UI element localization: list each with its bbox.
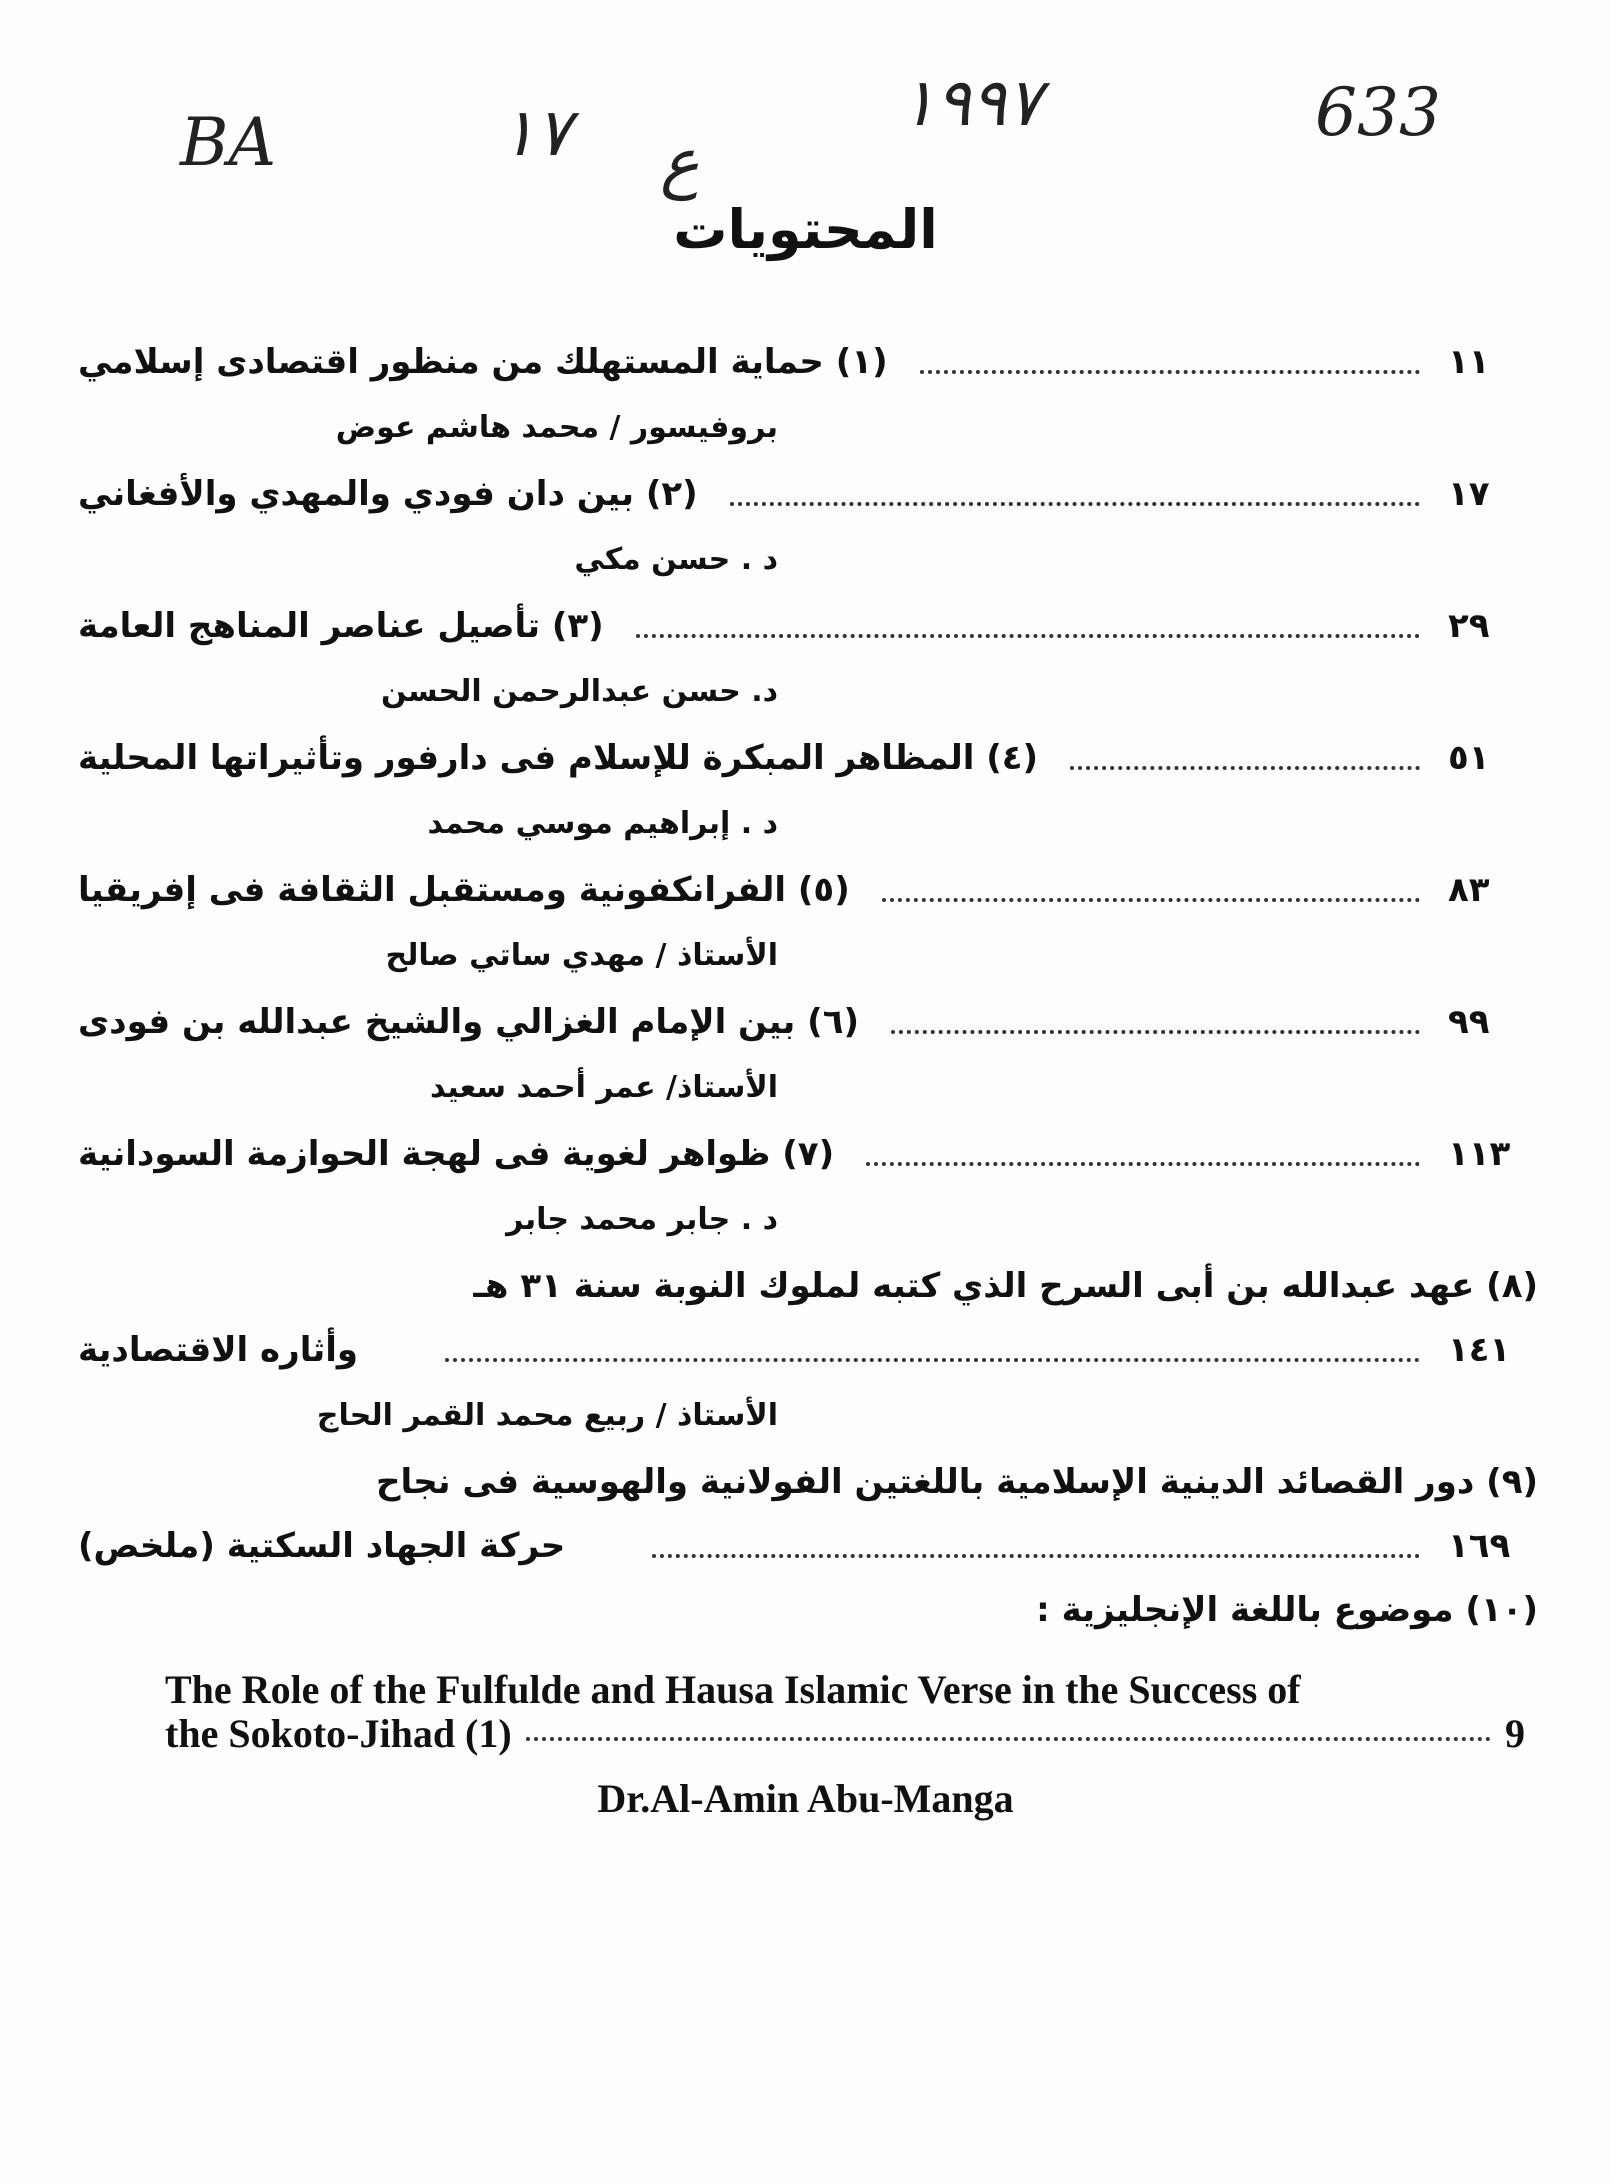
- toc-entry: [78, 1578, 1538, 1642]
- english-entry-title-line2-row: [165, 1712, 1525, 1756]
- handwritten-mark: 633: [1315, 74, 1441, 151]
- toc-page-number: ١١٣: [1448, 1134, 1511, 1174]
- toc-entry-author: د . جابر محمد جابر: [506, 1202, 778, 1237]
- toc-entry-title: (٩) دور القصائد الدينية الإسلامية باللغتين الفولانية والهوسية فى نجاح: [375, 1462, 1538, 1502]
- toc-entry-author: الأستاذ/ عمر أحمد سعيد: [430, 1070, 778, 1105]
- english-entry-author: Dr.Al-Amin Abu-Manga: [597, 1776, 1014, 1821]
- toc-entry: [78, 330, 1538, 394]
- dot-leader: [920, 370, 1420, 374]
- handwritten-mark: ع: [660, 124, 700, 201]
- toc-entry-title: (٣) تأصيل عناصر المناهج العامة: [78, 606, 604, 646]
- toc-entry-author: د . حسن مكي: [574, 542, 778, 577]
- toc-entry: [78, 990, 1538, 1054]
- toc-entry-continuation: [78, 1514, 1538, 1578]
- toc-entry: [78, 726, 1538, 790]
- toc-entry: [78, 462, 1538, 526]
- toc-entry-author: بروفيسور / محمد هاشم عوض: [335, 410, 778, 445]
- toc-page-number: ١٦٩: [1448, 1526, 1511, 1566]
- toc-entry: [78, 1122, 1538, 1186]
- toc-entry-title: حركة الجهاد السكتية (ملخص): [78, 1526, 566, 1566]
- dot-leader: [526, 1737, 1491, 1741]
- dot-leader: [636, 634, 1420, 638]
- toc-entry-title: (٧) ظواهر لغوية فى لهجة الحوازمة السودانية: [78, 1134, 835, 1174]
- toc-entry: [78, 1450, 1538, 1514]
- toc-page-number: ١٤١: [1448, 1330, 1511, 1370]
- toc-entry-author: الأستاذ / مهدي ساتي صالح: [385, 938, 778, 973]
- dot-leader: [1070, 766, 1420, 770]
- toc-entry-author: الأستاذ / ربيع محمد القمر الحاج: [316, 1398, 778, 1433]
- toc-entry-title: (٨) عهد عبدالله بن أبى السرح الذي كتبه لملوك النوبة سنة ٣١ هـ: [473, 1266, 1538, 1306]
- toc-page-number: ١٧: [1448, 474, 1490, 514]
- toc-entry: [78, 858, 1538, 922]
- handwritten-mark: ١٧: [500, 94, 571, 171]
- toc-page-number: ٢٩: [1448, 606, 1490, 646]
- dot-leader: [445, 1358, 1420, 1362]
- dot-leader: [882, 898, 1420, 902]
- english-entry: [165, 1668, 1525, 1756]
- toc-entry-title: (٥) الفرانكفونية ومستقبل الثقافة فى إفريقيا: [78, 870, 850, 910]
- handwritten-mark: ١٩٩٧: [900, 64, 1042, 141]
- toc-entry: [78, 1254, 1538, 1318]
- toc-entry: [78, 594, 1538, 658]
- handwritten-mark: BA: [180, 104, 277, 181]
- dot-leader: [891, 1030, 1420, 1034]
- page-title: المحتويات: [673, 198, 938, 261]
- toc-entry-author: د. حسن عبدالرحمن الحسن: [381, 674, 778, 709]
- toc-page-number: ٨٣: [1448, 870, 1490, 910]
- toc-page-number: ١١: [1448, 342, 1490, 382]
- toc-entry-author: د . إبراهيم موسي محمد: [427, 806, 778, 841]
- english-entry-title-line2: the Sokoto-Jihad (1): [165, 1711, 512, 1756]
- toc-page-number: ٩٩: [1448, 1002, 1490, 1042]
- toc-entry-title: (١) حماية المستهلك من منظور اقتصادى إسلامي: [78, 342, 888, 382]
- toc-entry-title: (٢) بين دان فودي والمهدي والأفغاني: [78, 474, 698, 514]
- toc-entry-title: (٦) بين الإمام الغزالي والشيخ عبدالله بن فودى: [78, 1002, 860, 1042]
- dot-leader: [866, 1162, 1420, 1166]
- english-entry-title-line1: The Role of the Fulfulde and Hausa Islamic Verse in the Success of: [165, 1667, 1301, 1712]
- toc-entry-title: (٤) المظاهر المبكرة للإسلام فى دارفور وتأثيراتها المحلية: [78, 738, 1039, 778]
- toc-entry-title: وأثاره الاقتصادية: [78, 1330, 359, 1370]
- english-entry-page-number: 9: [1505, 1711, 1525, 1756]
- dot-leader: [730, 502, 1420, 506]
- toc-entry-continuation: [78, 1318, 1538, 1382]
- toc-entry-title: (١٠) موضوع باللغة الإنجليزية :: [1036, 1590, 1538, 1630]
- table-of-contents: [78, 330, 1538, 1642]
- toc-page-number: ٥١: [1448, 738, 1490, 778]
- dot-leader: [652, 1554, 1420, 1558]
